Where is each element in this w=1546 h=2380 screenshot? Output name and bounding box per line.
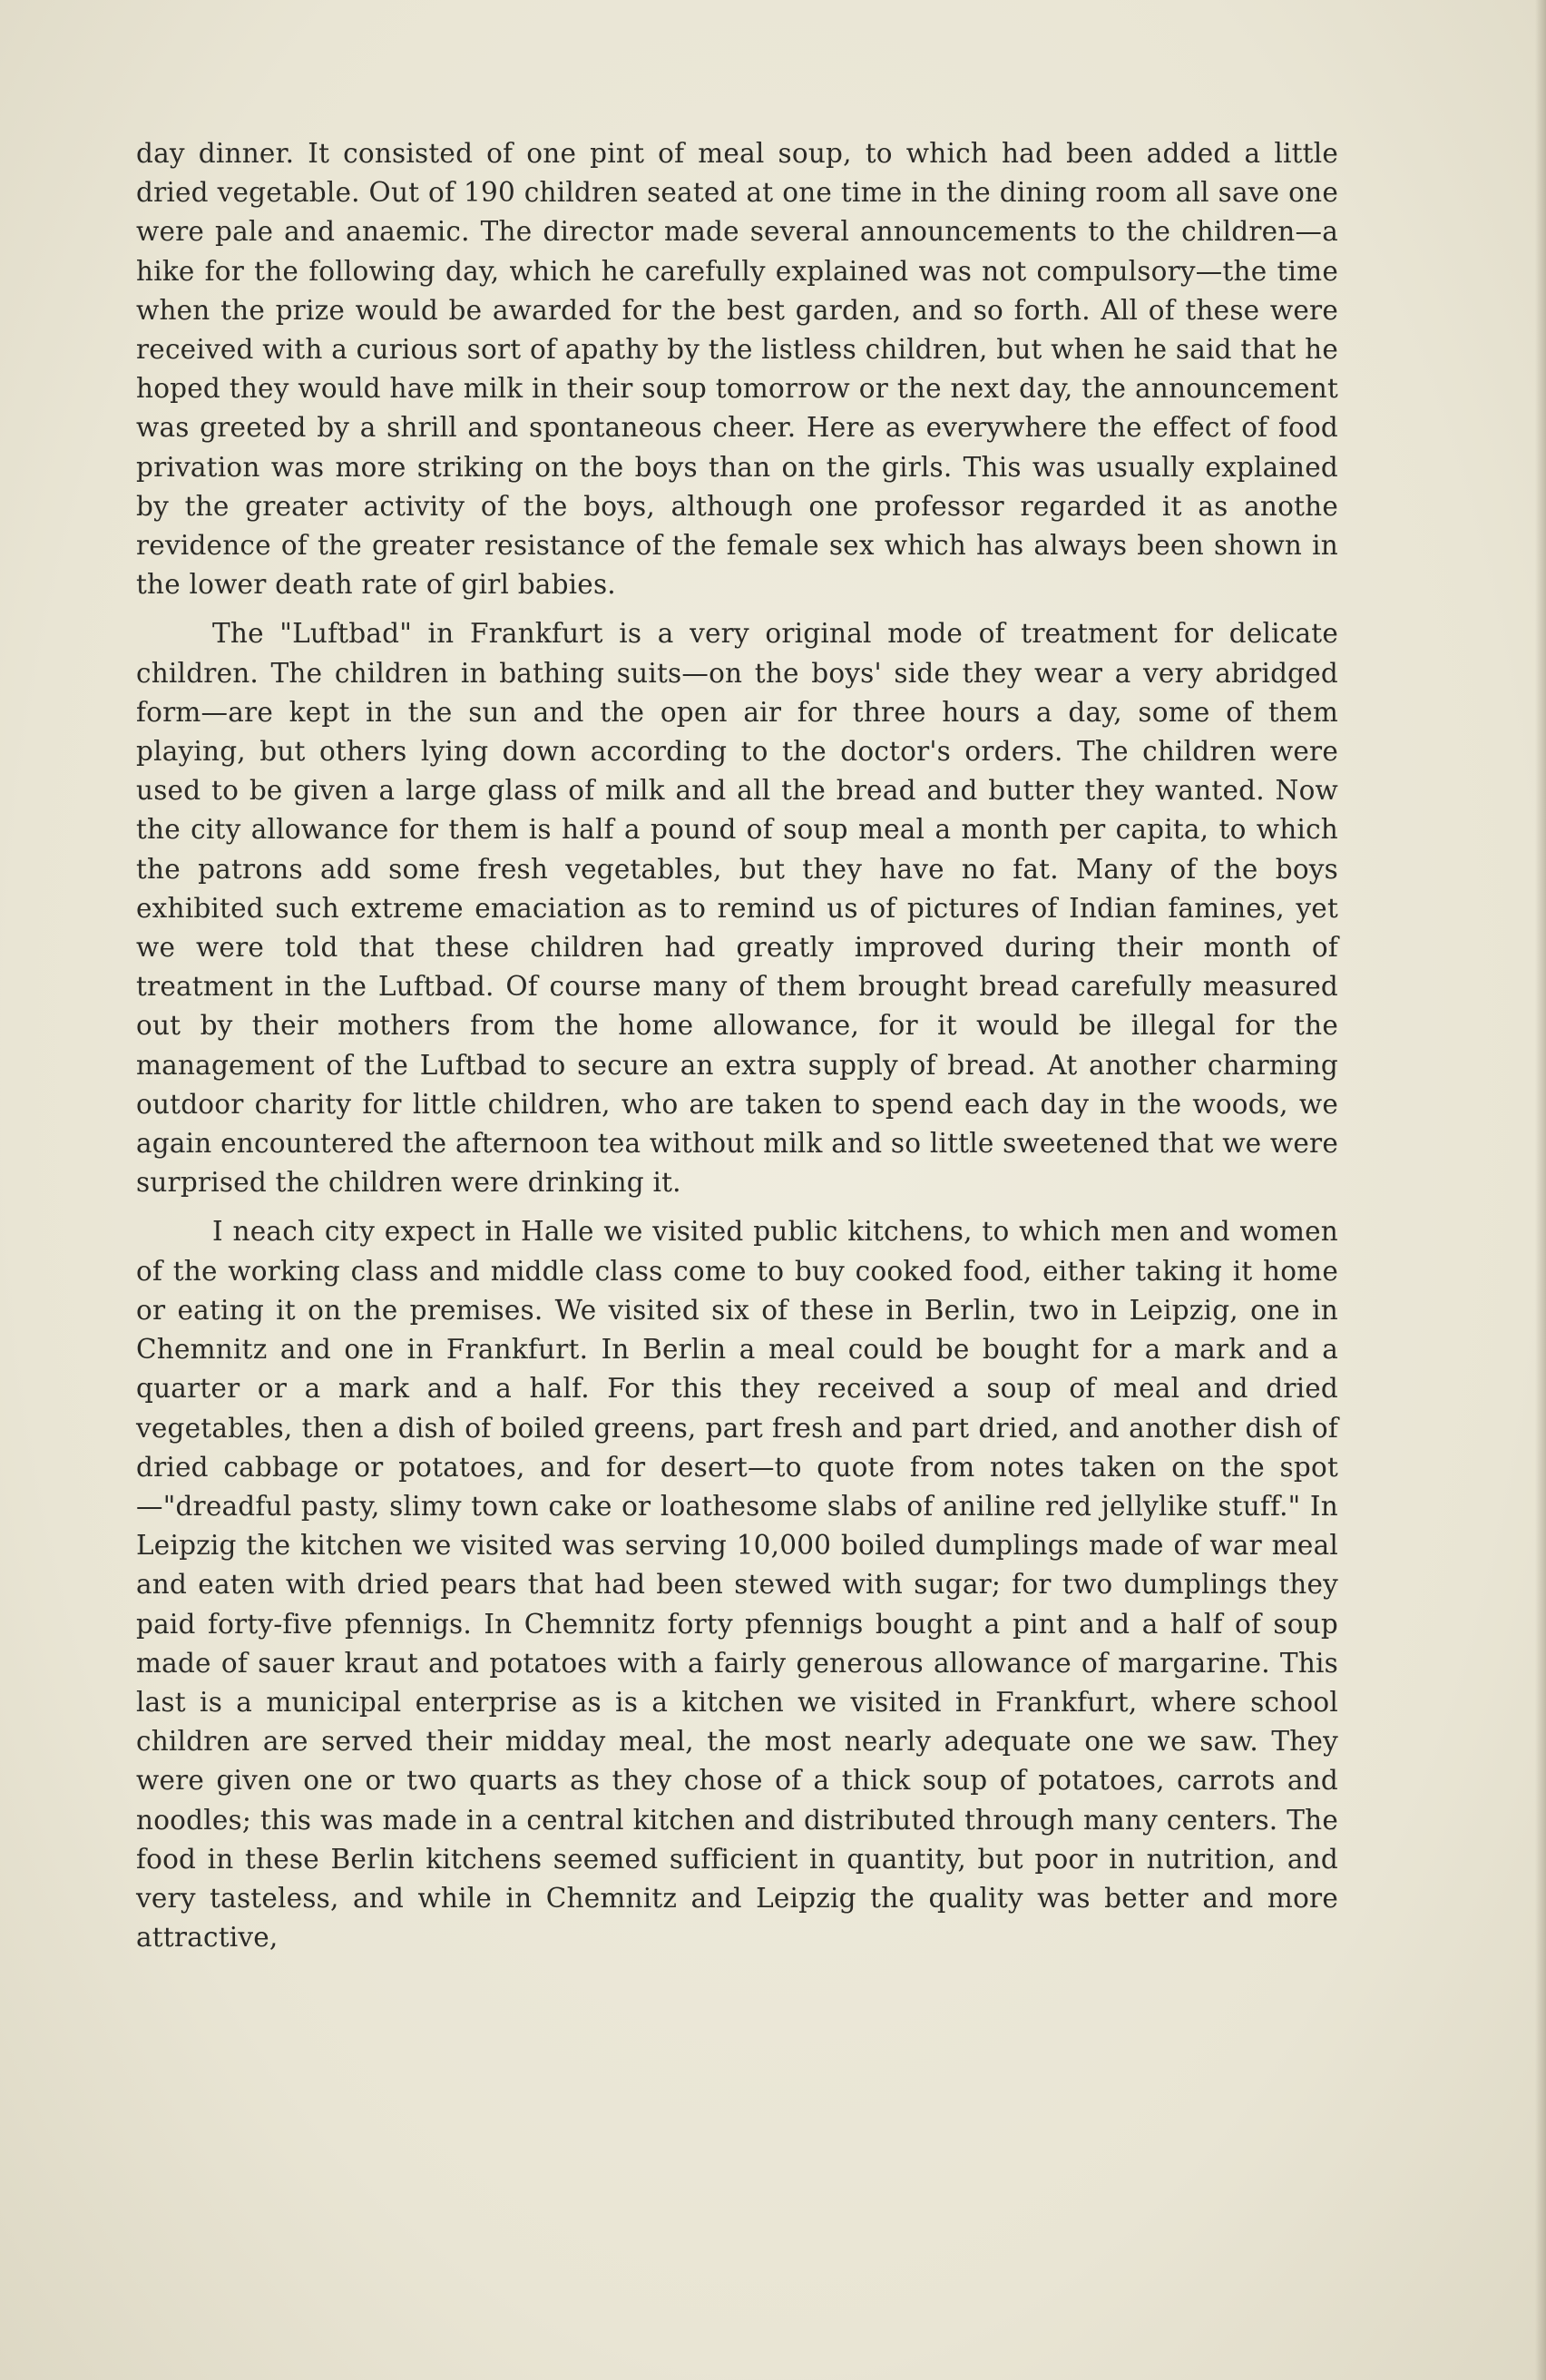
paragraph-1: day dinner. It consisted of one pint of meal soup, to which had been added a little dried vegetable. Out of 190 children seated at one time in the dining room all save one were pale and anaemic. The director made several announcements to the children—a hike for the following day, which he carefully explained was not compulsory—the time when the prize would be awarded for the best garden, and so forth. All of these were received with a curious sort of apathy by the listless children, but when he said that he hoped they would have milk in their soup tomorrow or the next day, the announcement was greeted by a shrill and spontaneous cheer. Here as everywhere the effect of food privation was more striking on the boys than on the girls. This was usually explained by the greater activity of the boys, although one professor regarded it as anothe revidence of the greater resistance of the female sex which has always been shown in the lower death rate of girl babies. xyxy=(136,138,1338,601)
body-text xyxy=(136,134,1338,1957)
page-edge-shadow xyxy=(1535,0,1546,2380)
paragraph-3: I neach city expect in Halle we visited public kitchens, to which men and women of the working class and middle class come to buy cooked food, either taking it home or eating it on the premises. We visited six of these in Berlin, two in Leipzig, one in Chemnitz and one in Frankfurt. In Berlin a meal could be bought for a mark and a quarter or a mark and a half. For this they received a soup of meal and dried vegetables, then a dish of boiled greens, part fresh and part dried, and another dish of dried cabbage or potatoes, and for desert—to quote from notes taken on the spot—"dreadful pasty, slimy town cake or loathesome slabs of aniline red jellylike stuff." In Leipzig the kitchen we visited was serving 10,000 boiled dumplings made of war meal and eaten with dried pears that had been stewed with sugar; for two dumplings they paid forty-five pfennigs. In Chemnitz forty pfennigs bought a pint and a half of soup made of sauer kraut and potatoes with a fairly generous allowance of margarine. This last is a municipal enterprise as is a kitchen we visited in Frankfurt, where school children are served their midday meal, the most nearly adequate one we saw. They were given one or two quarts as they chose of a thick soup of potatoes, carrots and noodles; this was made in a central kitchen and distributed through many centers. The food in these Berlin kitchens seemed sufficient in quantity, but poor in nutrition, and very tasteless, and while in Chemnitz and Leipzig the quality was better and more attractive, xyxy=(136,1216,1338,1954)
paragraph-2: The "Luftbad" in Frankfurt is a very original mode of treatment for delicate children. The children in bathing suits—on the boys' side they wear a very abridged form—are kept in the sun and the open air for three hours a day, some of them playing, but others lying down according to the doctor's orders. The children were used to be given a large glass of milk and all the bread and butter they wanted. Now the city allowance for them is half a pound of soup meal a month per capita, to which the patrons add some fresh vegetables, but they have no fat. Many of the boys exhibited such extreme emaciation as to remind us of pictures of Indian famines, yet we were told that these children had greatly improved during their month of treatment in the Luftbad. Of course many of them brought bread carefully measured out by their mothers from the home allowance, for it would be illegal for the management of the Luftbad to secure an extra supply of bread. At another charming outdoor charity for little children, who are taken to spend each day in the woods, we again encountered the afternoon tea without milk and so little sweetened that we were surprised the children were drinking it. xyxy=(136,618,1338,1199)
